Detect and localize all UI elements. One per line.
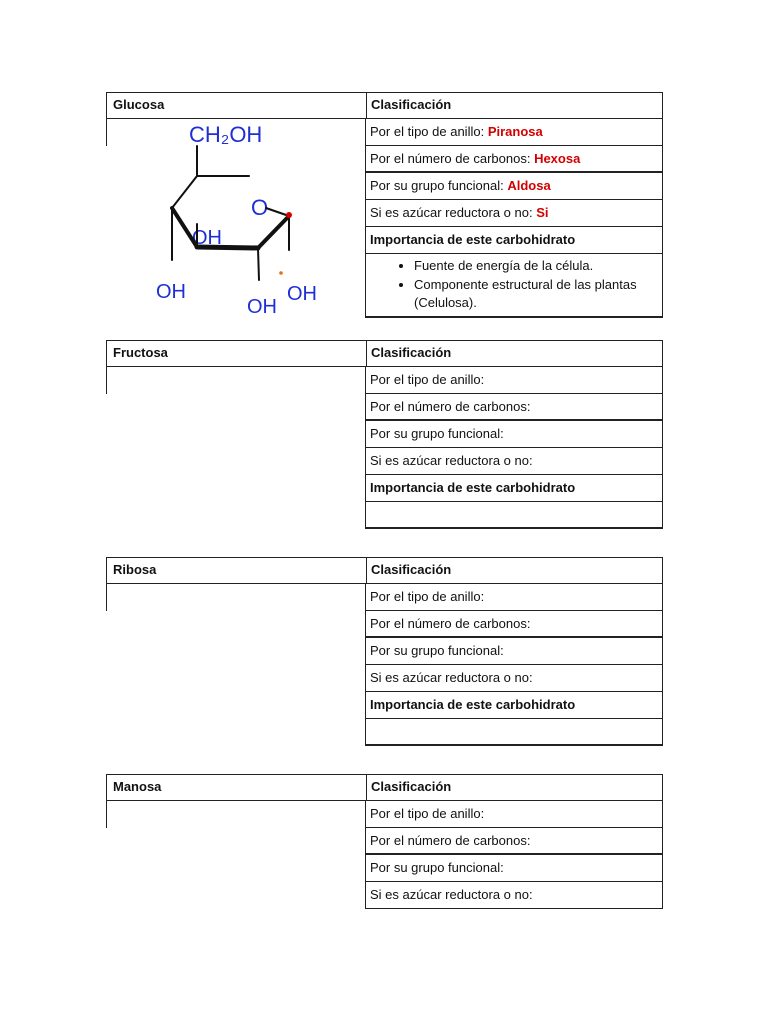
ring-type-row: Por el tipo de anillo: [365,801,663,828]
sugar-name: Glucosa [113,97,165,112]
importance-list [365,719,663,746]
importance-header: Importancia de este carbohidrato [365,475,663,502]
ring-type-answer: Piranosa [487,124,543,139]
functional-group-row: Por su grupo funcional: [365,855,663,882]
carbon-count-row: Por el número de carbonos: [365,611,663,638]
reducing-sugar-row: Si es azúcar reductora o no: [365,882,663,909]
ring-oxygen-label: O [251,195,269,220]
functional-group-row: Por su grupo funcional: [365,421,663,448]
ring-type-row: Por el tipo de anillo: Piranosa [365,119,663,146]
classification-header: Clasificación [371,345,452,360]
sugar-name: Fructosa [113,345,168,360]
classification-header: Clasificación [371,562,452,577]
classification-column [365,801,663,909]
carbon-count-answer: Hexosa [534,151,581,166]
importance-item: • Fuente de energía de la célula. [414,257,662,275]
classification-header: Clasificación [371,779,452,794]
oh-c1-label: OH [287,283,317,305]
table-ribosa [106,557,663,712]
importance-list [365,254,663,318]
table-manosa [106,774,663,902]
reducing-sugar-answer: Si [536,205,549,220]
carbon-count-row: Por el número de carbonos: [365,828,663,855]
classification-column [365,119,663,318]
table-header [106,557,663,584]
glucose-structure [149,120,349,315]
importance-item: • Componente estructural de las plantas (Celulosa). [414,276,662,312]
table-glucosa [106,92,663,315]
functional-group-row: Por su grupo funcional: [365,638,663,665]
reducing-sugar-row: Si es azúcar reductora o no: [365,448,663,475]
reducing-sugar-row: Si es azúcar reductora o no: [365,665,663,692]
carbon-count-row: Por el número de carbonos: [365,394,663,421]
functional-group-row: Por su grupo funcional: Aldosa [365,173,663,200]
table-header [106,774,663,801]
table-header [106,340,663,367]
oh-c3-label: OH [192,227,222,249]
ring-type-row: Por el tipo de anillo: [365,367,663,394]
carbon-count-row: Por el número de carbonos: Hexosa [365,146,663,173]
classification-header: Clasificación [371,97,452,112]
oh-c2-label: OH [247,296,277,315]
table-header [106,92,663,119]
importance-header: Importancia de este carbohidrato [365,692,663,719]
classification-column [365,584,663,746]
ch2oh-label: CH₂OH [189,122,263,147]
ring-type-row: Por el tipo de anillo: [365,584,663,611]
table-fructosa [106,340,663,495]
sugar-name: Manosa [113,779,162,794]
sugar-name: Ribosa [113,562,157,577]
classification-column [365,367,663,529]
importance-header: Importancia de este carbohidrato [365,227,663,254]
oh-c4-label: OH [156,281,186,303]
functional-group-answer: Aldosa [507,178,551,193]
reducing-sugar-row: Si es azúcar reductora o no: Si [365,200,663,227]
importance-list [365,502,663,529]
